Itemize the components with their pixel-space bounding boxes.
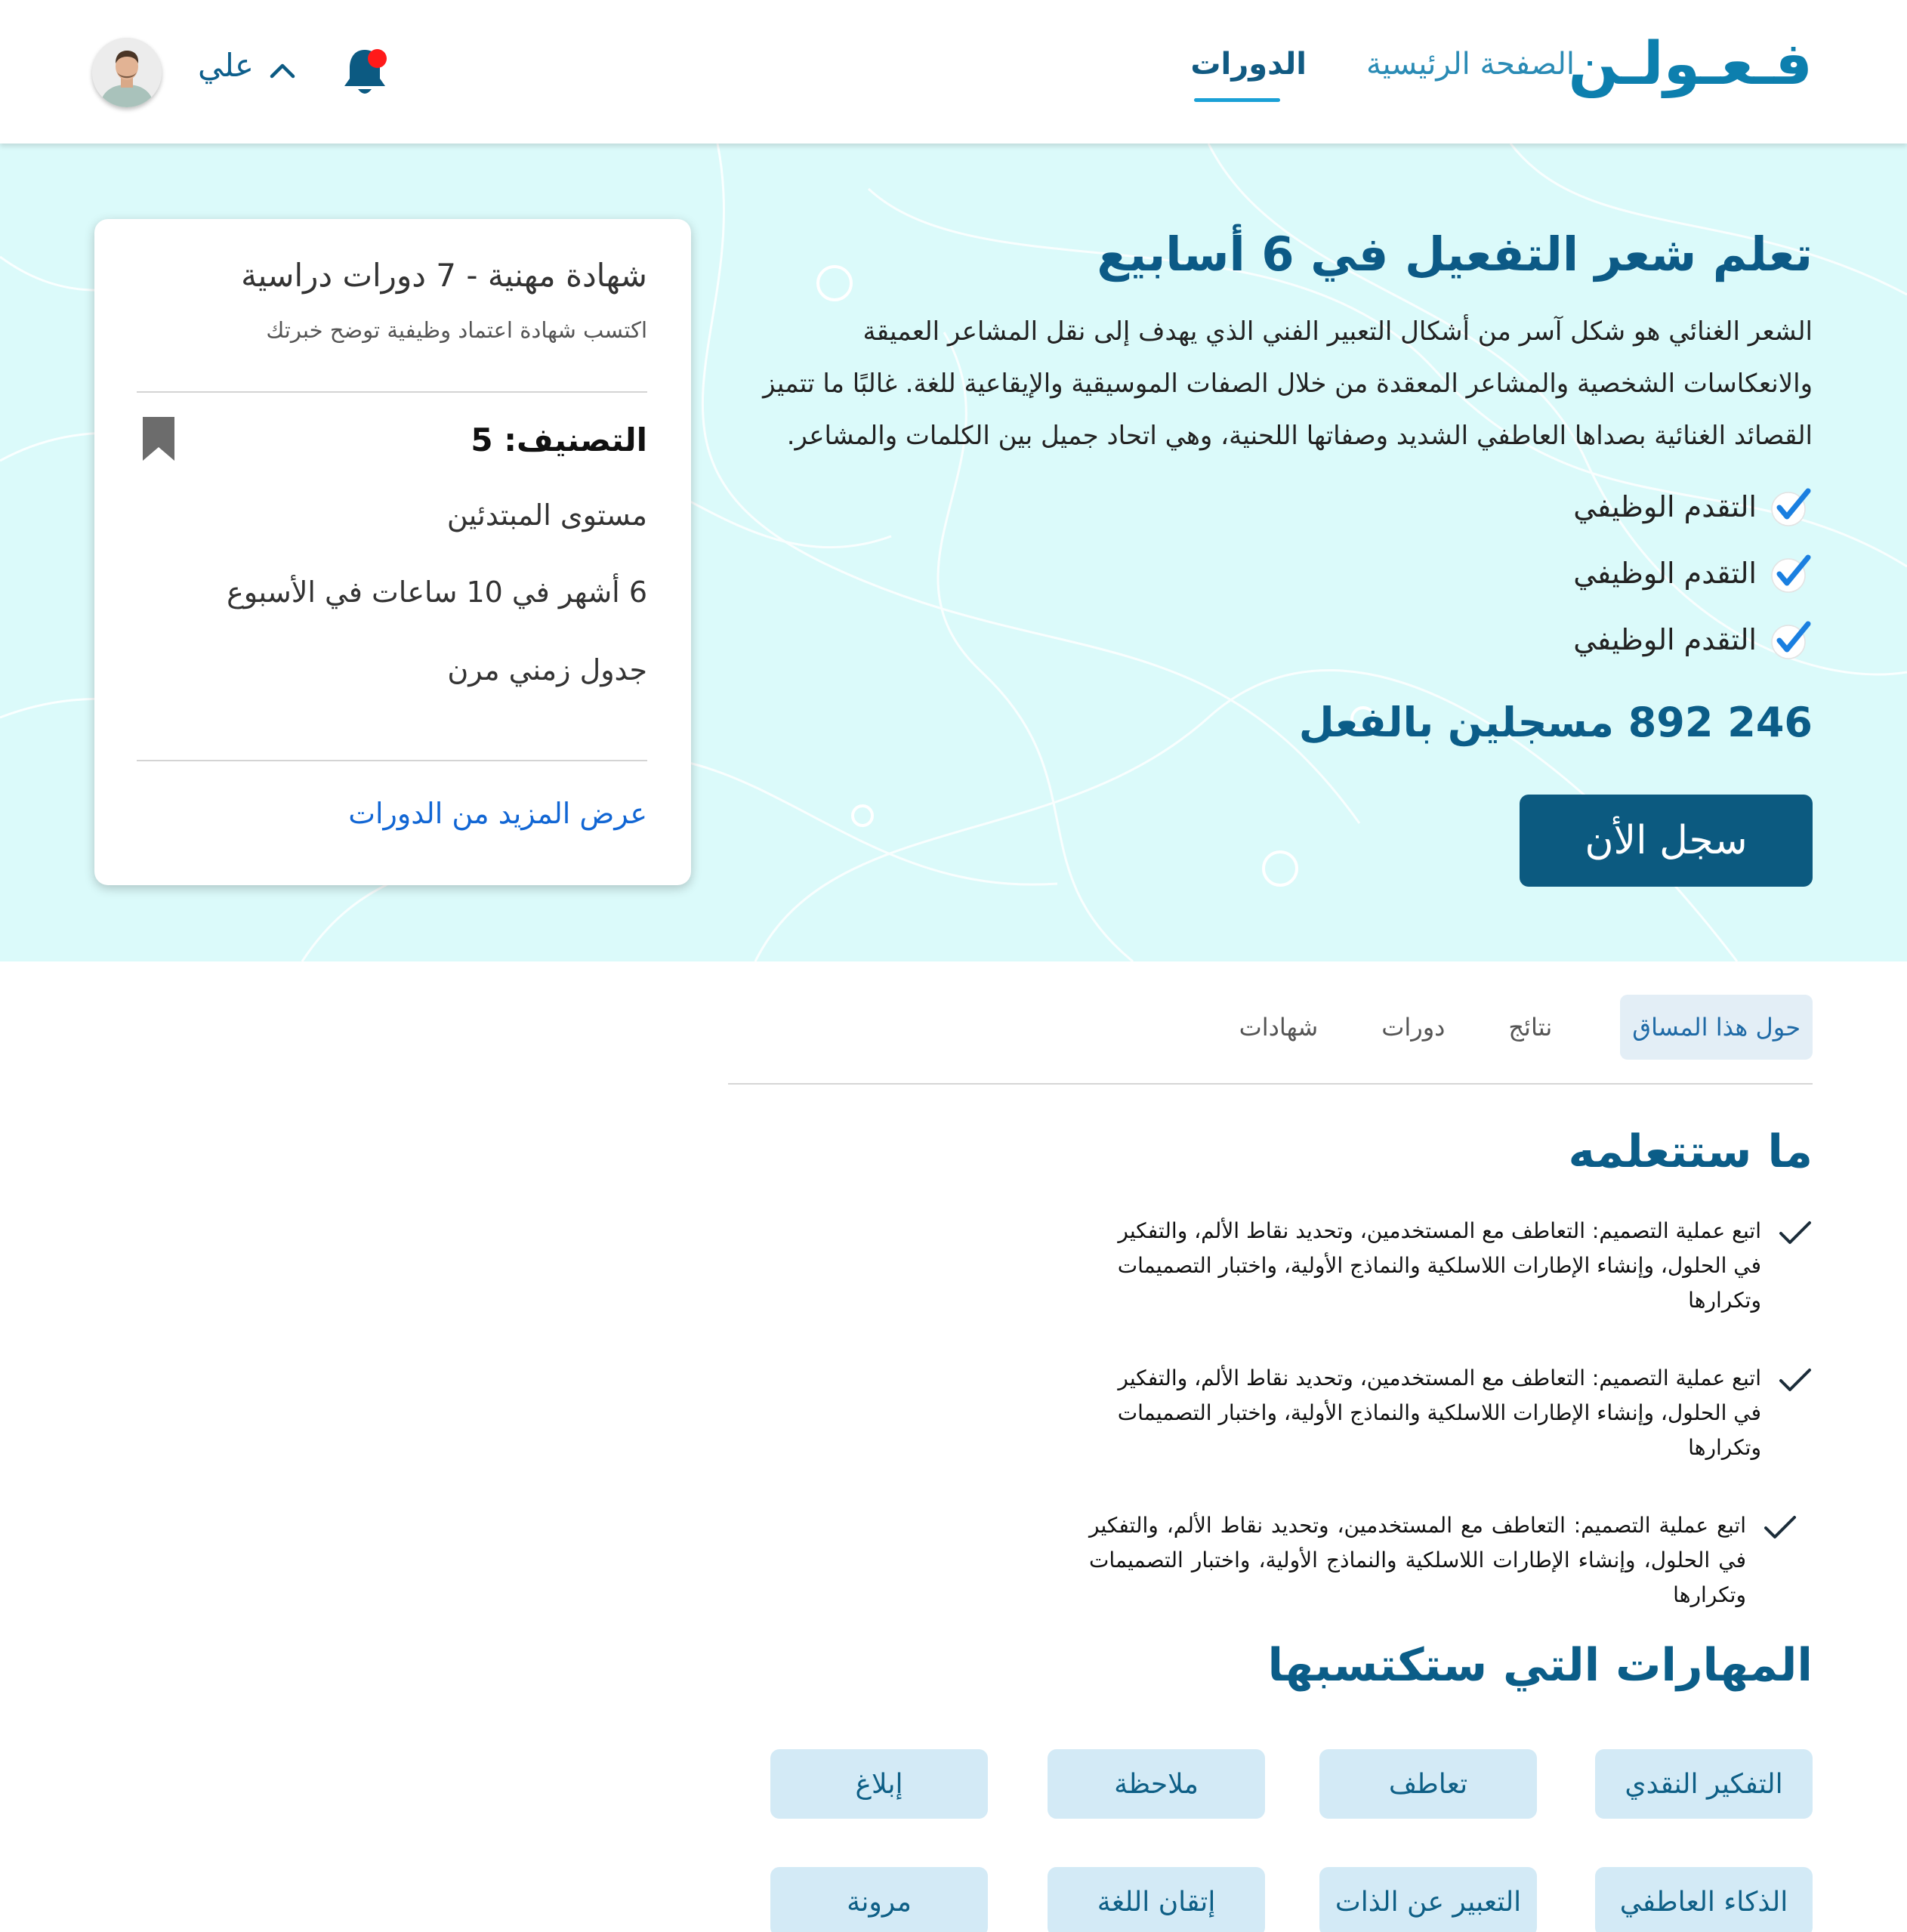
learn-item	[1088, 1508, 1813, 1613]
learn-item-text: اتبع عملية التصميم: التعاطف مع المستخدمين، وتحديد نقاط الألم، والتفكير في الحلول، وإنشاء الإطارات اللاسلكية والنماذج الأولية، واختبار التصميمات وتكرارها	[1117, 1366, 1761, 1460]
card-level: مستوى المبتدئين	[446, 498, 647, 532]
chevron-up-icon[interactable]	[268, 59, 297, 80]
skill-chip: تعاطف	[1319, 1749, 1537, 1819]
card-title: شهادة مهنية - 7 دورات دراسية	[241, 257, 647, 294]
tab-outcomes[interactable]: نتائج	[1508, 1013, 1553, 1042]
hero-section	[0, 144, 1907, 961]
card-divider	[137, 760, 647, 761]
checkmark-icon	[1769, 618, 1813, 662]
user-name[interactable]: علي	[198, 47, 254, 84]
card-divider	[137, 391, 647, 393]
tab-courses[interactable]: دورات	[1381, 1013, 1446, 1042]
skill-chip: مرونة	[770, 1867, 988, 1932]
learn-item-text: اتبع عملية التصميم: التعاطف مع المستخدمين، وتحديد نقاط الألم، والتفكير في الحلول، وإنشاء الإطارات اللاسلكية والنماذج الأولية، واختبار التصميمات وتكرارها	[1089, 1513, 1746, 1607]
check-icon	[1763, 1513, 1797, 1543]
card-rating: التصنيف: 5	[471, 421, 647, 458]
learn-section-title: ما ستتعلمه	[1568, 1125, 1813, 1178]
logo[interactable]: فـعـولـن	[1568, 30, 1813, 98]
course-description: الشعر الغنائي هو شكل آسر من أشكال التعبير الفني الذي يهدف إلى نقل المشاعر العميقة والانعكاسات الشخصية والمشاعر المعقدة من خلال الصفات الموسيقية والإيقاعية للغة. غالبًا ما تتميز القصائد الغنائية بصداها العاطفي الشديد وصفاتها اللحنية، وهي اتحاد جميل بين الكلمات والمشاعر.	[763, 316, 1813, 451]
active-nav-indicator	[1194, 98, 1280, 102]
learn-item	[1088, 1214, 1813, 1318]
benefit-label: التقدم الوظيفي	[1573, 490, 1757, 523]
tab-certificates[interactable]: شهادات	[1239, 1013, 1319, 1042]
course-title: تعلم شعر التفعيل في 6 أسابيع	[1097, 227, 1813, 282]
bookmark-icon[interactable]	[141, 415, 176, 462]
benefit-label: التقدم الوظيفي	[1573, 623, 1757, 656]
benefit-item	[1573, 485, 1813, 529]
checkmark-icon	[1769, 551, 1813, 595]
skill-chip: الذكاء العاطفي	[1595, 1867, 1813, 1932]
skills-section-title: المهارات التي ستكتسبها	[1267, 1639, 1813, 1692]
checkmark-icon	[1769, 485, 1813, 529]
skill-chip: التفكير النقدي	[1595, 1749, 1813, 1819]
learn-item	[1088, 1361, 1813, 1465]
tabs-divider	[728, 1083, 1813, 1085]
check-icon	[1778, 1366, 1813, 1396]
notification-badge	[368, 49, 387, 68]
skill-chip: التعبير عن الذات	[1319, 1867, 1537, 1932]
skill-chip: إتقان اللغة	[1048, 1867, 1265, 1932]
nav-home-link[interactable]: الصفحة الرئيسية	[1366, 47, 1575, 82]
more-courses-link[interactable]: عرض المزيد من الدورات	[348, 797, 647, 830]
avatar[interactable]	[92, 38, 162, 107]
card-subtitle: اكتسب شهادة اعتماد وظيفية توضح خبرتك	[266, 317, 647, 343]
card-schedule: جدول زمني مرن	[447, 653, 647, 687]
top-header	[0, 0, 1907, 144]
learn-item-text: اتبع عملية التصميم: التعاطف مع المستخدمين، وتحديد نقاط الألم، والتفكير في الحلول، وإنشاء الإطارات اللاسلكية والنماذج الأولية، واختبار التصميمات وتكرارها	[1117, 1218, 1761, 1313]
benefit-item	[1573, 618, 1813, 662]
skill-chip: إبلاغ	[770, 1749, 988, 1819]
benefit-item	[1573, 551, 1813, 595]
benefit-label: التقدم الوظيفي	[1573, 557, 1757, 590]
certificate-card	[94, 219, 691, 885]
check-icon	[1778, 1218, 1813, 1248]
skill-chip: ملاحظة	[1048, 1749, 1265, 1819]
tab-about[interactable]: حول هذا المساق	[1620, 995, 1813, 1060]
nav-courses-link[interactable]: الدورات	[1190, 47, 1307, 82]
enrolled-count: 246 892 مسجلين بالفعل	[1298, 699, 1813, 746]
enroll-button[interactable]: سجل الأن	[1520, 795, 1813, 887]
card-duration: 6 أشهر في 10 ساعات في الأسبوع	[227, 576, 647, 609]
course-tabs	[1208, 993, 1813, 1061]
